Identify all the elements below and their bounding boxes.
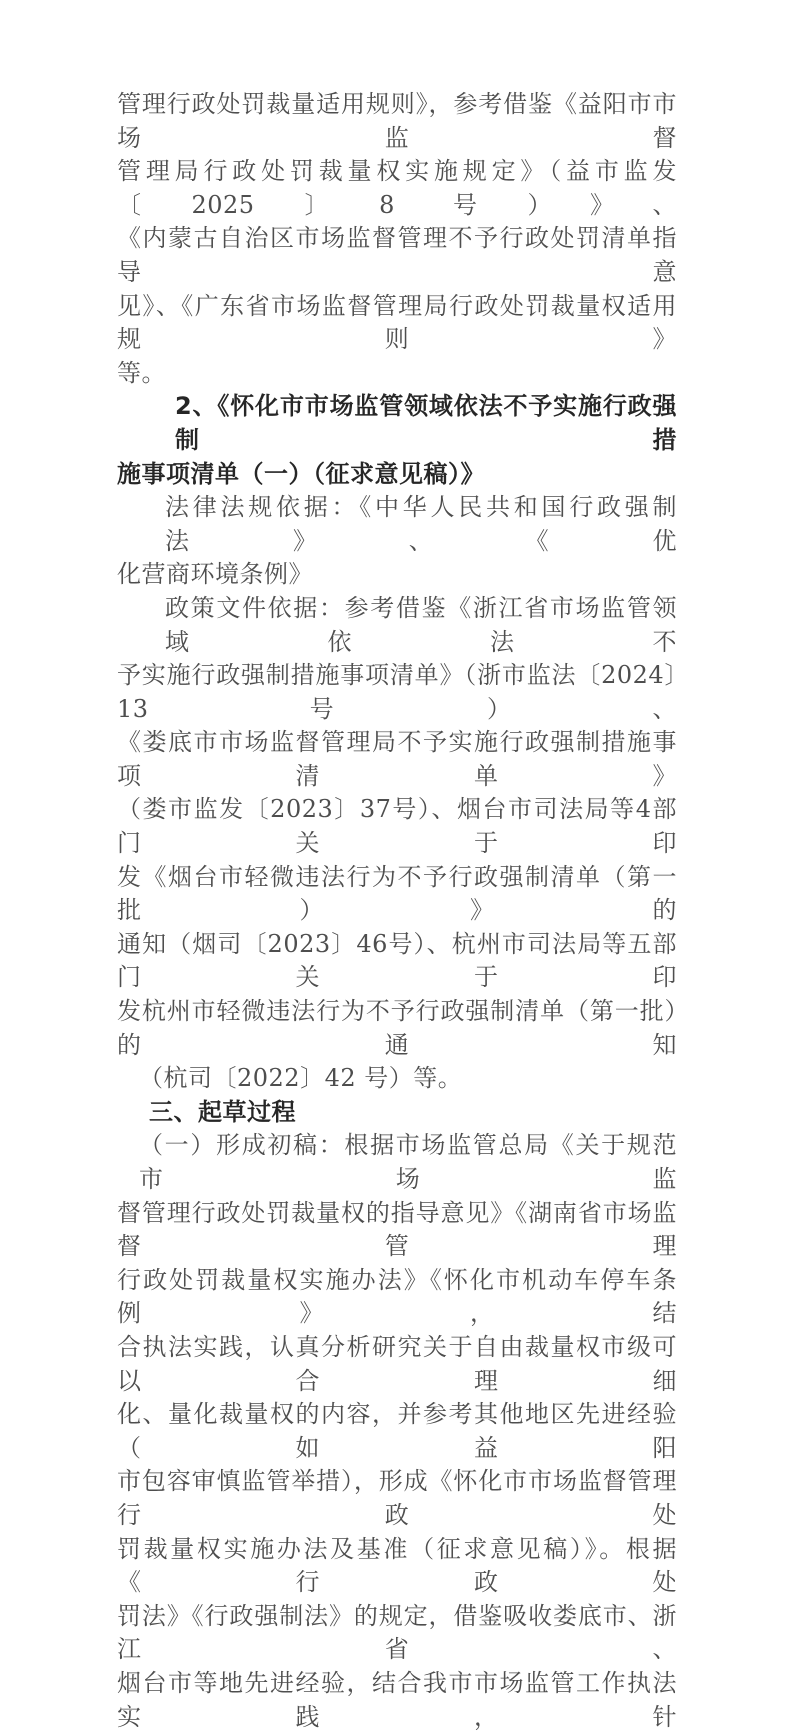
document-line: 政策文件依据：参考借鉴《浙江省市场监管领域依法不 <box>165 593 677 656</box>
document-line: 法律法规依据：《中华人民共和国行政强制法》、《优 <box>165 493 677 555</box>
section-heading-item-2: 2、《怀化市市场监管领域依法不予实施行政强制措 <box>175 392 677 454</box>
document-line: 合执法实践，认真分析研究关于自由裁量权市级可以合理细 <box>117 1332 677 1395</box>
document-line: 化、量化裁量权的内容，并参考其他地区先进经验（如益阳 <box>117 1400 677 1462</box>
document-line: （一）形成初稿：根据市场监管总局《关于规范市场监 <box>139 1131 677 1193</box>
document-line: 通知（烟司〔2023〕46号）、杭州市司法局等五部门关于印 <box>117 929 677 992</box>
section-heading-item-2-continued: 施事项清单（一）（征求意见稿）》 <box>117 459 485 488</box>
document-line: 市包容审慎监管举措），形成《怀化市市场监督管理行政处 <box>117 1467 677 1529</box>
document-line: 管理局行政处罚裁量权实施规定》（益市监发〔2025〕8 号）》、 <box>117 157 677 219</box>
document-line: 予实施行政强制措施事项清单》（浙市监法〔2024〕13 号）、 <box>117 661 677 723</box>
document-line: 发杭州市轻微违法行为不予行政强制清单（第一批）的通知 <box>117 997 677 1059</box>
document-line: 烟台市等地先进经验，结合我市市场监管工作执法实践，针 <box>117 1668 677 1731</box>
document-line: 见》、《广东省市场监督管理局行政处罚裁量权适用规则》 <box>117 291 677 354</box>
document-line: 行政处罚裁量权实施办法》《怀化市机动车停车条例》，结 <box>117 1265 677 1328</box>
document-line: 督管理行政处罚裁量权的指导意见》《湖南省市场监督管理 <box>117 1198 677 1261</box>
document-line: 化营商环境条例》 <box>117 560 313 589</box>
document-line: （娄市监发〔2023〕37号）、烟台市司法局等4部门关于印 <box>117 795 677 858</box>
document-line: 《娄底市市场监督管理局不予实施行政强制措施事项清单》 <box>117 728 677 790</box>
document-line: 发《烟台市轻微违法行为不予行政强制清单（第一批）》的 <box>117 862 677 925</box>
document-line: 《内蒙古自治区市场监督管理不予行政处罚清单指导意 <box>117 224 677 286</box>
document-text-block <box>117 88 677 1734</box>
document-line: 等。 <box>117 358 166 387</box>
document-line: 管理行政处罚裁量适用规则》，参考借鉴《益阳市市场监督 <box>117 90 677 152</box>
document-line: （杭司〔2022〕42 号）等。 <box>139 1064 463 1093</box>
document-line: 罚法》《行政强制法》的规定，借鉴吸收娄底市、浙江省、 <box>117 1601 677 1664</box>
document-line: 罚裁量权实施办法及基准（征求意见稿）》。根据《行政处 <box>117 1534 677 1597</box>
section-heading-drafting-process: 三、起草过程 <box>149 1097 296 1126</box>
